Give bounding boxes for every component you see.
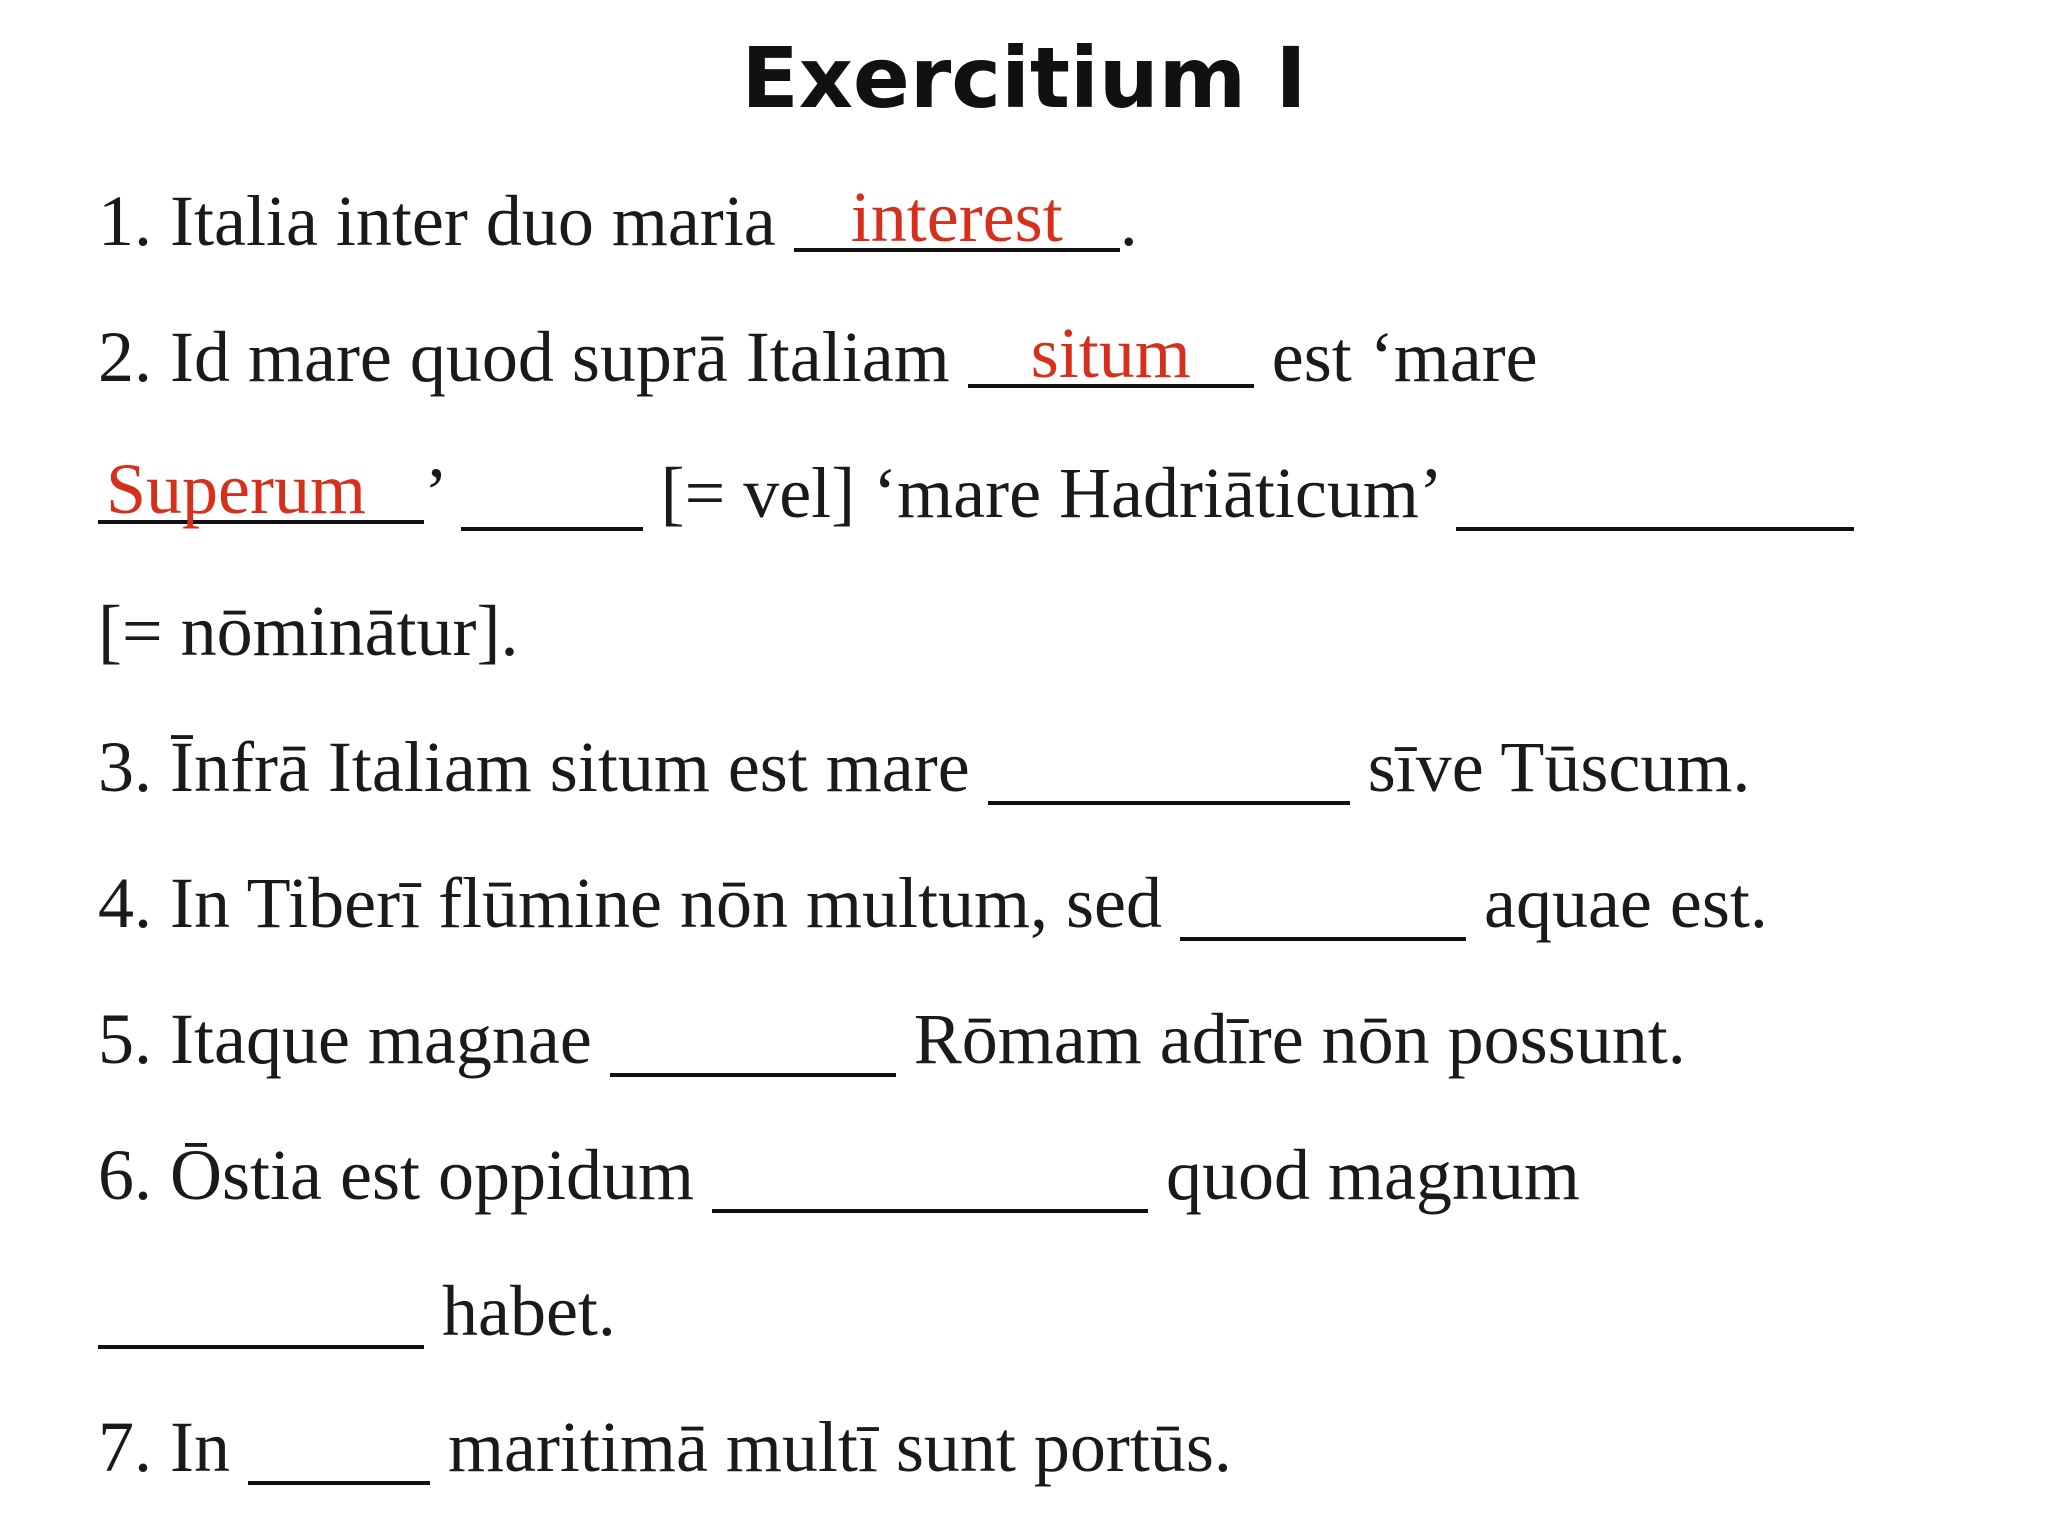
answer-text: Superum	[106, 449, 366, 529]
line-text: 5. Itaque magnae	[98, 999, 610, 1079]
line-text: Rōmam adīre nōn possunt.	[895, 999, 1686, 1079]
line-text: 1. Italia inter duo maria	[98, 181, 794, 261]
answer-blank[interactable]	[968, 312, 1254, 393]
exercise-line-1	[98, 176, 1138, 266]
line-text: maritimā multī sunt portūs.	[429, 1407, 1232, 1487]
line-text: ’	[424, 453, 461, 533]
answer-text: situm	[1030, 313, 1191, 393]
page-title: Exercitium I	[741, 29, 1307, 127]
empty-blank[interactable]	[248, 1409, 430, 1485]
answer-text: interest	[850, 177, 1063, 257]
empty-blank[interactable]	[610, 1001, 896, 1077]
line-text: 2. Id mare quod suprā Italiam	[98, 317, 968, 397]
line-text: 7. In	[98, 1407, 248, 1487]
empty-blank[interactable]	[1180, 865, 1466, 941]
empty-blank[interactable]	[1456, 455, 1854, 531]
exercise-line-9	[98, 1266, 616, 1356]
line-text: [= nōminātur].	[98, 591, 519, 671]
line-text: aquae est.	[1466, 863, 1768, 943]
line-text: est ‘mare	[1253, 317, 1538, 397]
exercise-line-4	[98, 586, 519, 676]
line-text: quod magnum	[1147, 1135, 1580, 1215]
line-text: sīve Tūscum.	[1349, 727, 1751, 807]
line-text: 3. Īnfrā Italiam situm est mare	[98, 727, 988, 807]
exercise-line-7	[98, 994, 1686, 1084]
exercise-line-3	[98, 448, 1854, 538]
line-text: habet.	[424, 1271, 616, 1351]
line-text: [= vel] ‘mare Hadriāticum’	[642, 453, 1456, 533]
line-text: 4. In Tiberī flūmine nōn multum, sed	[98, 863, 1181, 943]
exercise-line-5	[98, 722, 1750, 812]
answer-blank[interactable]	[794, 176, 1120, 257]
line-text: 6. Ōstia est oppidum	[98, 1135, 712, 1215]
exercise-line-6	[98, 858, 1768, 948]
exercise-line-2	[98, 312, 1538, 402]
empty-blank[interactable]	[98, 1273, 424, 1349]
line-text: .	[1119, 181, 1138, 261]
empty-blank[interactable]	[461, 455, 643, 531]
answer-blank[interactable]	[98, 448, 424, 529]
empty-blank[interactable]	[988, 729, 1350, 805]
exercise-line-8	[98, 1130, 1580, 1220]
exercise-line-10	[98, 1402, 1232, 1492]
empty-blank[interactable]	[712, 1137, 1148, 1213]
